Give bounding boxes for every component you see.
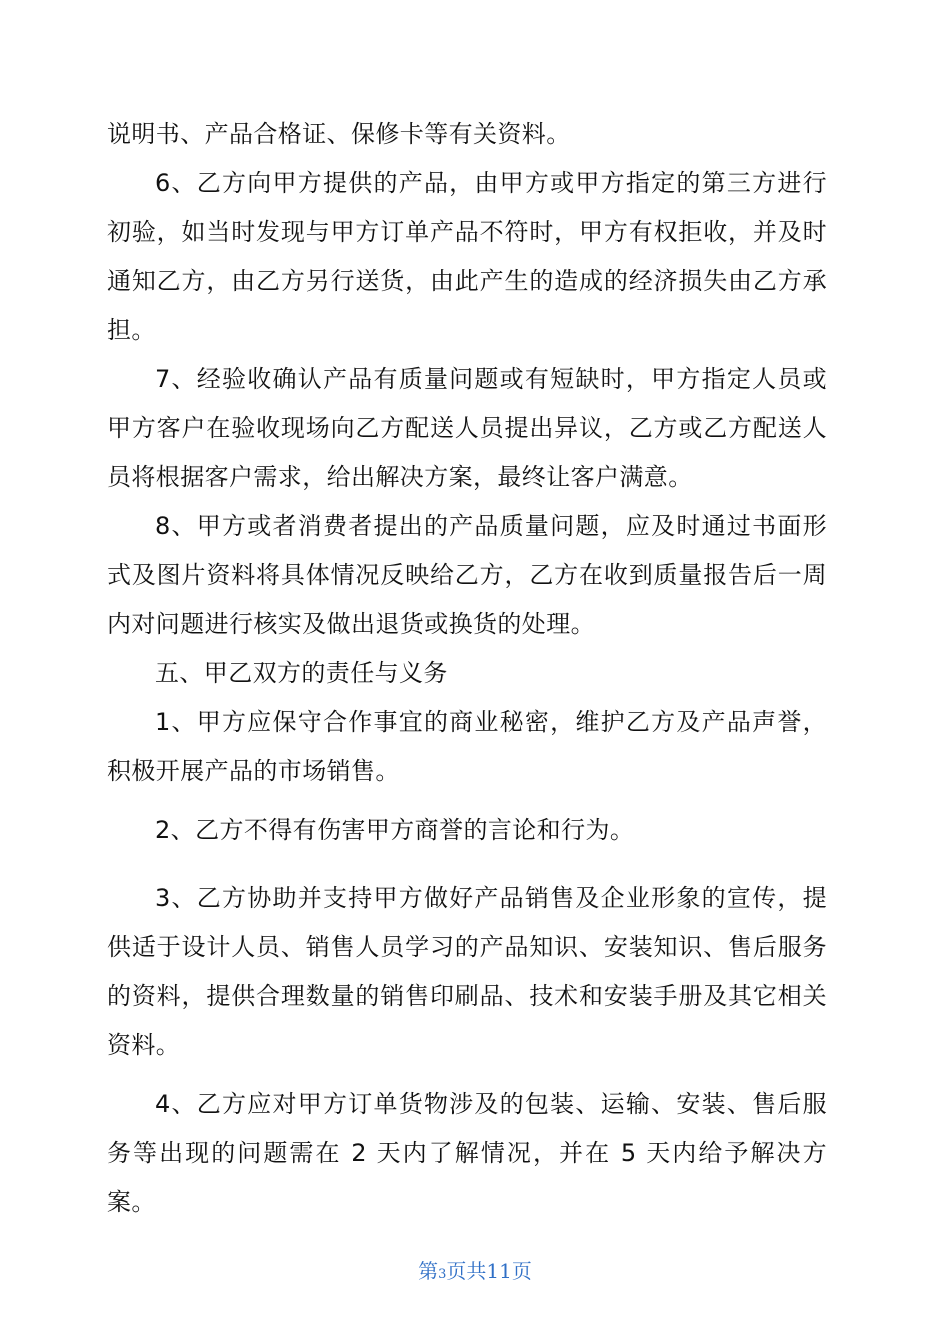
footer-middle: 页共 <box>446 1259 487 1283</box>
footer-prefix: 第 <box>418 1259 439 1283</box>
paragraph-item-8: 8、甲方或者消费者提出的产品质量问题，应及时通过书面形式及图片资料将具体情况反映给乙方，乙方在收到质量报告后一周内对问题进行核实及做出退货或换货的处理。 <box>107 512 827 638</box>
paragraph-duty-3: 3、乙方协助并支持甲方做好产品销售及企业形象的宣传，提供适于设计人员、销售人员学习的产品知识、安装知识、售后服务的资料，提供合理数量的销售印刷品、技术和安装手册及其它相关资料。 <box>107 884 827 1059</box>
paragraph-duty-4: 4、乙方应对甲方订单货物涉及的包装、运输、安装、售后服务等出现的问题需在 2 天内了解情况，并在 5 天内给予解决方案。 <box>107 1090 827 1216</box>
paragraph-duty-1: 1、甲方应保守合作事宜的商业秘密，维护乙方及产品声誉，积极开展产品的市场销售。 <box>107 708 827 785</box>
document-body <box>107 110 827 1227</box>
paragraph-duty-2: 2、乙方不得有伤害甲方商誉的言论和行为。 <box>155 816 635 844</box>
paragraph-item-7: 7、经验收确认产品有质量问题或有短缺时，甲方指定人员或甲方客户在验收现场向乙方配送人员提出异议，乙方或乙方配送人员将根据客户需求，给出解决方案，最终让客户满意。 <box>107 365 827 491</box>
page-footer <box>0 1255 950 1284</box>
paragraph-item-6: 6、乙方向甲方提供的产品，由甲方或甲方指定的第三方进行初验，如当时发现与甲方订单产品不符时，甲方有权拒收，并及时通知乙方，由乙方另行送货，由此产生的造成的经济损失由乙方承担。 <box>107 169 827 344</box>
footer-total-pages: 11 <box>486 1259 512 1283</box>
paragraph-continuation: 说明书、产品合格证、保修卡等有关资料。 <box>107 120 571 148</box>
section-heading-5: 五、甲乙双方的责任与义务 <box>155 659 448 687</box>
footer-suffix: 页 <box>511 1259 532 1283</box>
footer-page-number: 3 <box>438 1267 447 1282</box>
